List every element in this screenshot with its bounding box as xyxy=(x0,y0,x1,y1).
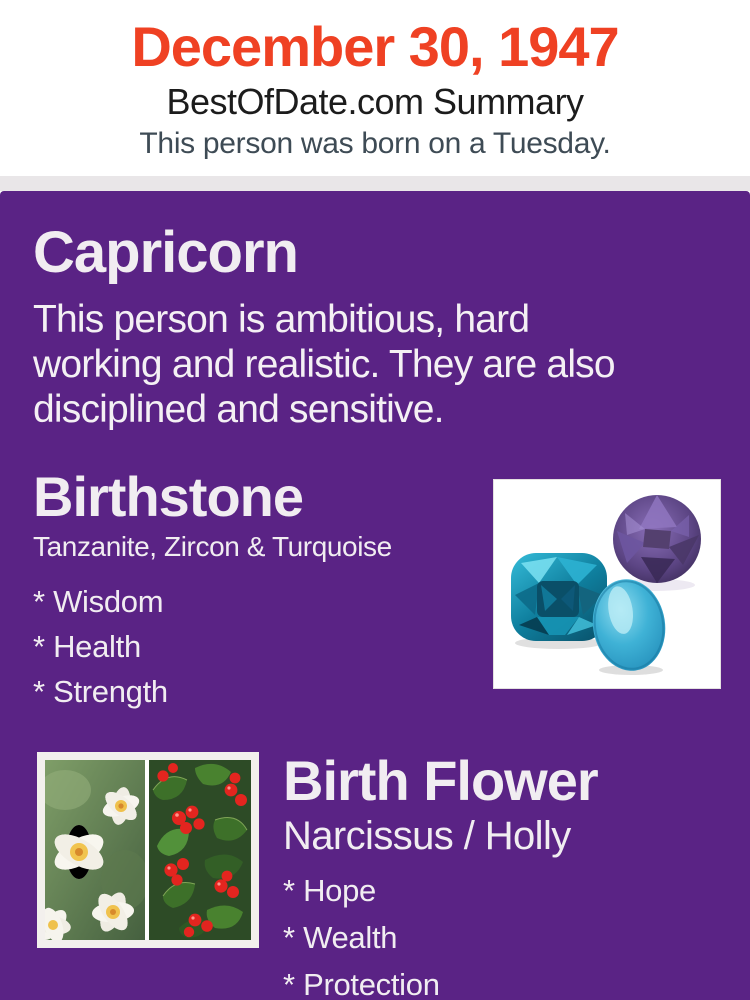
site-summary-subtitle: BestOfDate.com Summary xyxy=(166,81,584,122)
birth-flower-names: Narcissus / Holly xyxy=(283,814,571,858)
birthstone-names: Tanzanite, Zircon & Turquoise xyxy=(33,531,392,562)
birth-flower-image xyxy=(37,752,259,948)
birth-flower-section xyxy=(33,749,720,1000)
narcissus-photo-icon xyxy=(45,760,149,940)
header-divider xyxy=(0,176,750,191)
tanzanite-gem-icon xyxy=(613,495,701,583)
birthstone-image xyxy=(494,480,720,688)
birthstone-heading: Birthstone xyxy=(33,465,303,528)
birthstone-text-column xyxy=(33,465,494,718)
birth-flower-trait: * Wealth xyxy=(283,920,398,955)
birthstone-trait-list xyxy=(33,583,494,710)
birth-flower-trait: * Protection xyxy=(283,967,440,1000)
flowers-illustration xyxy=(45,760,251,940)
birth-flower-trait: * Hope xyxy=(283,873,376,908)
holly-photo-icon xyxy=(149,760,251,940)
birthstone-trait: * Health xyxy=(33,629,141,664)
birth-flower-heading: Birth Flower xyxy=(283,749,598,812)
birth-flower-text-column xyxy=(283,749,598,1000)
birthstone-section xyxy=(33,465,720,718)
main-content xyxy=(0,191,750,1000)
birthstone-trait: * Strength xyxy=(33,674,168,709)
gemstones-illustration xyxy=(505,491,709,677)
zircon-gem-icon xyxy=(511,553,607,641)
header xyxy=(0,0,750,176)
photo-split-divider xyxy=(145,760,149,940)
birth-flower-trait-list xyxy=(283,872,598,1000)
born-weekday-text: This person was born on a Tuesday. xyxy=(139,127,611,160)
birthstone-trait: * Wisdom xyxy=(33,584,164,619)
zodiac-description: This person is ambitious, hard working and realistic. They are also disciplined and sensitive. xyxy=(33,298,615,431)
page-title-date: December 30, 1947 xyxy=(131,15,619,78)
zodiac-heading: Capricorn xyxy=(33,220,298,285)
